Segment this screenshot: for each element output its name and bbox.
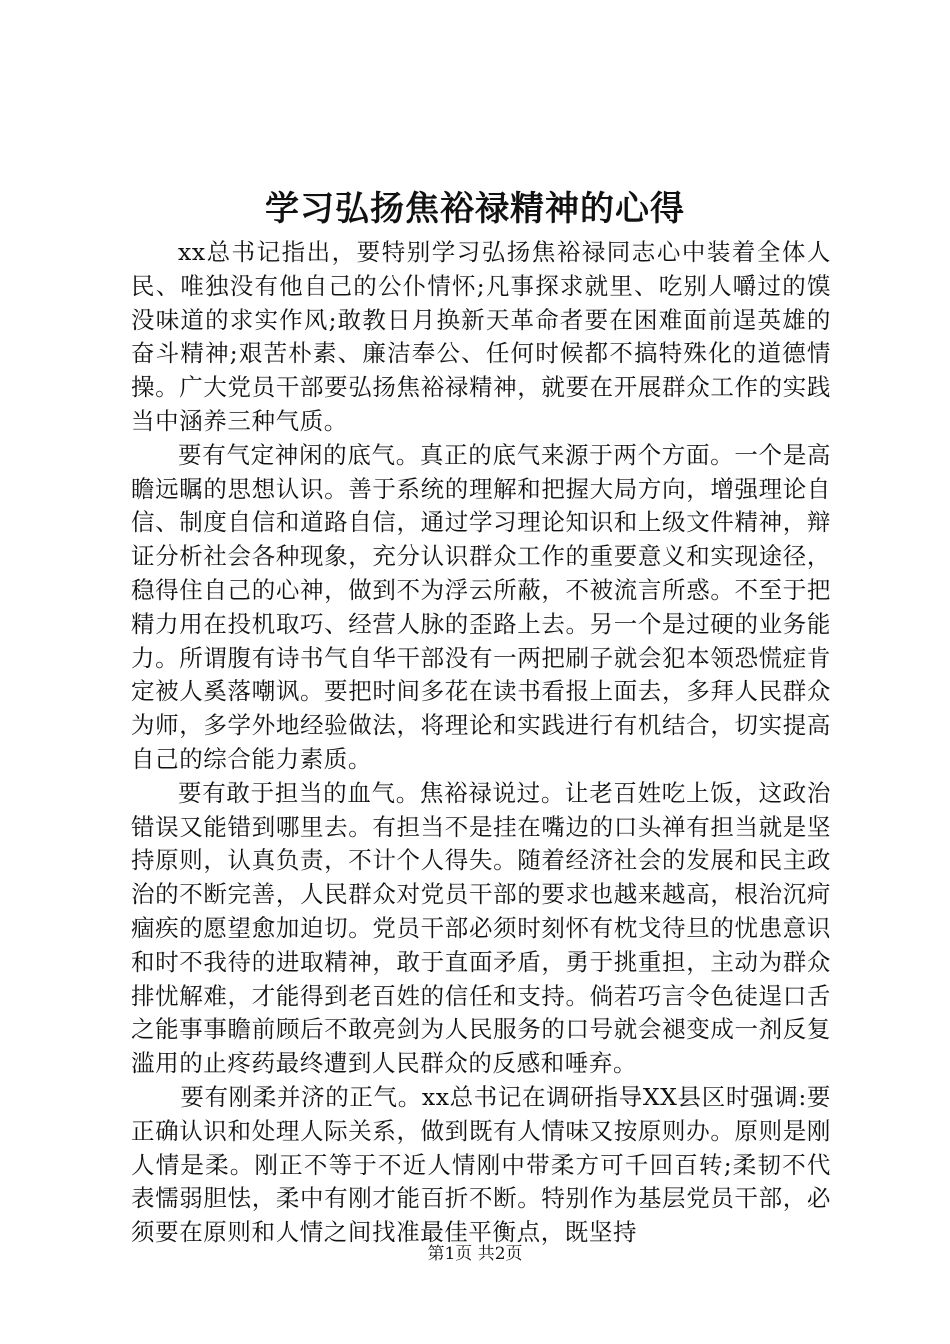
- page-number: 第1页 共2页: [427, 1244, 523, 1264]
- paragraph-intro: xx总书记指出，要特别学习弘扬焦裕禄同志心中装着全体人民、唯独没有他自己的公仆情怀;凡事探求就里、吃别人嚼过的馍没味道的求实作风;敢教日月换新天革命者要在困难面前逞英雄的奋斗精神;艰苦朴素、廉洁奉公、任何时候都不搞特殊化的道德情操。广大党员干部要弘扬焦裕禄精神，就要在开展群众工作的实践当中涵养三种气质。: [131, 238, 831, 435]
- paragraph-integrity: 要有刚柔并济的正气。xx总书记在调研指导XX县区时强调:要正确认识和处理人际关系，做到既有人情味又按原则办。原则是刚人情是柔。刚正不等于不近人情刚中带柔方可千回百转;柔韧不代表懦弱胆怯，柔中有刚才能百折不断。特别作为基层党员干部，必须要在原则和人情之间找准最佳平衡点，既坚持: [131, 1082, 831, 1247]
- paragraph-courage: 要有敢于担当的血气。焦裕禄说过。让老百姓吃上饭，这政治错误又能错到哪里去。有担当不是挂在嘴边的口头禅有担当就是坚持原则，认真负责，不计个人得失。随着经济社会的发展和民主政治的不断完善，人民群众对党员干部的要求也越来越高，根治沉疴痼疾的愿望愈加迫切。党员干部必须时刻怀有枕戈待旦的忧患意识和时不我待的进取精神，敢于直面矛盾，勇于挑重担，主动为群众排忧解难，才能得到老百姓的信任和支持。倘若巧言令色徒逞口舌之能事事瞻前顾后不敢亮剑为人民服务的口号就会褪变成一剂反复滥用的止疼药最终遭到人民群众的反感和唾弃。: [131, 778, 831, 1078]
- paragraph-confidence: 要有气定神闲的底气。真正的底气来源于两个方面。一个是高瞻远瞩的思想认识。善于系统的理解和把握大局方向，增强理论自信、制度自信和道路自信，通过学习理论知识和上级文件精神，辩证分析社会各种现象，充分认识群众工作的重要意义和实现途径，稳得住自己的心神，做到不为浮云所蔽，不被流言所惑。不至于把精力用在投机取巧、经营人脉的歪路上去。另一个是过硬的业务能力。所谓腹有诗书气自华干部没有一两把刷子就会犯本领恐慌症肯定被人奚落嘲讽。要把时间多花在读书看报上面去，多拜人民群众为师，多学外地经验做法，将理论和实践进行有机结合，切实提高自己的综合能力素质。: [131, 440, 831, 773]
- document-body: [131, 236, 831, 1250]
- document-title: 学习弘扬焦裕禄精神的心得: [265, 189, 685, 229]
